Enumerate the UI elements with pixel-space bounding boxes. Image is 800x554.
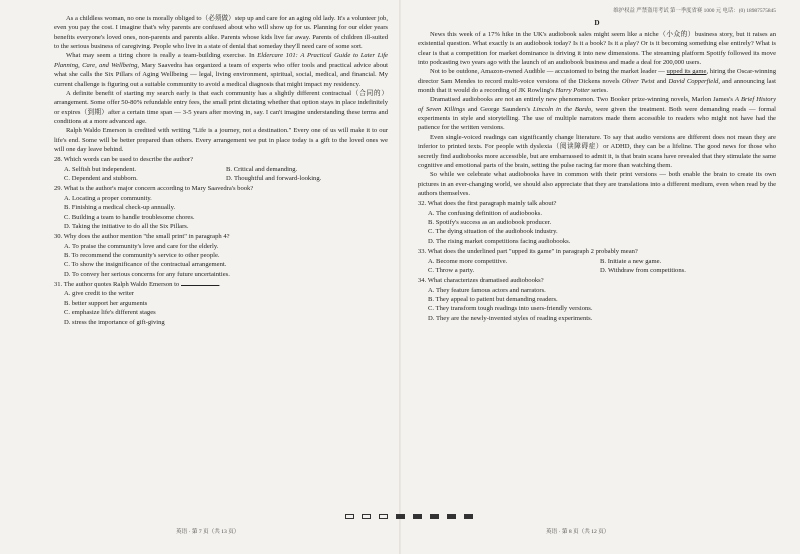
option-30c[interactable]: C. To show the insignificance of the contractual arrangement. [64,261,227,269]
option-31d[interactable]: D. stress the importance of gift-giving [64,318,165,326]
passage-d-paragraph-3: Dramatised audiobooks are not an entirely new phenomenon. Two Booker prize-winning novels, Marlon James's A Brief History of Seven Killings and George Saunders's Lincoln in the Bardo, were given the treatment. Both were demanding reads — formal experiments in style and storytelling. The use of multiple narrators made them accessible to readers who might not have had the patience for the written versions. [418,96,776,132]
right-page-footer: 英语 · 第 8 页（共 12 页） [546,529,610,535]
option-31b[interactable]: B. better support her arguments [64,299,148,307]
underlined-phrase: upped its game [666,68,707,76]
passage-c-paragraph-3: A definite benefit of starting my search early is that each community has a slightly different contractual（合同的）arrangement. Some offer 50-80% refundable entry fees, the small print dictating whether that option stays in place indefinitely or expires（到期）after a certain time span — 3-5 years after moving in, say. I can't imagine understanding these terms and conditions at a more advanced age. [54,89,388,125]
passage-d-paragraph-5: So while we celebrate what audiobooks have in common with their print versions — both enable the brain to create its own pictures in an ever-changing world, we should also appreciate that they are translations into a different medium, even when read by the authors themselves. [418,171,776,197]
option-32d[interactable]: D. The rising market competitions facing audiobooks. [428,237,571,245]
option-34c[interactable]: C. They transform tough readings into users-friendly versions. [428,305,593,313]
marker-box-filled [430,514,439,519]
passage-d-paragraph-2: Not to be outdone, Amazon-owned Audible — accustomed to being the market leader — upped its game, hiring the Oscar-winning director Sam Mendes to record multi-voice versions of the Dickens novels Oliver Twist and David Copperfield, and announcing last month that it would do a recording of JK Rowling's Harry Potter series. [418,68,776,95]
question-30: 30. Why does the author mention "the small print" in paragraph 4? A. To praise the community's love and care for the elderly. B. To recommend the community's service to other people. C. To show the insignificance of the contractual arrangement. D. To convey her serious concerns for any future uncertainties. [54,232,388,279]
section-d-title: D [594,18,600,27]
question-34: 34. What characterizes dramatised audiobooks? A. They feature famous actors and narrators. B. They appeal to patient but demanding readers. C. They transform tough readings into users-friendly versions. D. They are the newly-invented styles of reading experiments. [418,276,776,323]
marker-box [362,514,371,519]
option-34d[interactable]: D. They are the newly-invented styles of reading experiments. [428,314,593,322]
option-32a[interactable]: A. The confusing definition of audiobooks. [428,209,542,217]
option-33d[interactable]: D. Withdraw from competitions. [600,266,686,274]
option-33b[interactable]: B. Initiate a new game. [600,257,662,265]
left-page-footer: 英语 · 第 7 页（共 13 页） [176,529,240,535]
option-29a[interactable]: A. Locating a proper community. [64,194,152,202]
option-28b[interactable]: B. Critical and demanding. [226,165,298,173]
option-31c[interactable]: C. emphasize life's different stages [64,309,156,317]
option-29c[interactable]: C. Building a team to handle troublesome chores. [64,213,195,221]
option-32c[interactable]: C. The dying situation of the audiobook industry. [428,228,558,236]
question-28: 28. Which words can be used to describe the author? A. Selfish but independent. B. Critical and demanding. C. Dependent and stubborn. D. Thoughtful and forward-looking. [54,155,388,183]
option-28d[interactable]: D. Thoughtful and forward-looking. [226,175,322,183]
page-header-notice: 维护权益 严禁盗用考试 第一季度省赛 1000 元 电话：(0) 18987575845 [613,8,776,14]
marker-box-filled [464,514,473,519]
option-30a[interactable]: A. To praise the community's love and care for the elderly. [64,242,219,250]
marker-box-filled [396,514,405,519]
option-32b[interactable]: B. Spotify's success as an audiobook producer. [428,219,552,227]
marker-box-filled [447,514,456,519]
page-marker-boxes [345,514,473,519]
passage-c-paragraph-1: As a childless woman, no one is morally obliged to（必须做）step up and care for an aging old lady. It's a volunteer job, even you pay the cost. I imagine that's why parents are confused about who will show up for us. Planning for our elder years benefits everyone's loved ones, non-parents and parents alike. Parents whose kids live far away. Parents of children ill-suited to the serious business of caregiving. People who live in a state of denial that someday they'll need care of some sort. [54,15,388,51]
question-33: 33. What does the underlined part "upped its game" in paragraph 2 probably mean? A. Become more competitive. B. Initiate a new game. C. Throw a party. D. Withdraw from competitions. [418,247,776,275]
passage-c-paragraph-4: Ralph Waldo Emerson is credited with writing "Life is a journey, not a destination." Every one of us will make it to our life's end. Some will be better prepared than others. Every arrangement we put in place today is a gift to the loved ones we will one day leave behind. [54,127,388,154]
option-29d[interactable]: D. Taking the initiative to do all the Six Pillars. [64,222,189,230]
marker-box [345,514,354,519]
option-33c[interactable]: C. Throw a party. [428,266,475,274]
option-33a[interactable]: A. Become more competitive. [428,257,508,265]
marker-box [379,514,388,519]
option-28c[interactable]: C. Dependent and stubborn. [64,175,138,183]
right-page [400,0,800,554]
option-30d[interactable]: D. To convey her serious concerns for any future uncertainties. [64,270,230,278]
marker-box-filled [413,514,422,519]
passage-d-paragraph-1: News this week of a 17% hike in the UK's audiobook sales might seem like a niche（小众的）business story, but it raises an existential question. What exactly is an audiobook today? Is it a book? Is it a play? Or is it becoming something else entirely? What is clear is that a competition for market dominance is driving it into new dimensions. The streaming platform Spotify followed its move into podcasting two years ago with the launch of an audiobook business and made a deal for 200,000 users. [418,30,776,66]
option-31a[interactable]: A. give credit to the writer [64,290,134,298]
passage-c-paragraph-2: What may seem a tiring chore is really a team-building exercise. In Eldercare 101: A Practical Guide to Later Life Planning, Care, and Wellbeing, Mary Saavedra has organized a team of experts who offer tools and practical advice about what she calls the Six Pillars of Aging Wellbeing — legal, living environment, spiritual, social, medical, and financial. My current challenge is figuring out a suitable community to avoid a medical diagnosis that might impact my residency. [54,52,388,88]
option-29b[interactable]: B. Finishing a medical check-up annually. [64,204,176,212]
option-34a[interactable]: A. They feature famous actors and narrators. [428,286,546,294]
question-32: 32. What does the first paragraph mainly talk about? A. The confusing definition of audiobooks. B. Spotify's success as an audiobook producer. C. The dying situation of the audiobook industry. D. The rising market competitions facing audiobooks. [418,199,776,246]
option-30b[interactable]: B. To recommend the community's service to other people. [64,251,220,259]
book-title: Eldercare 101: A Practical Guide to Later Life Planning, Care, and Wellbeing [54,52,388,69]
question-29: 29. What is the author's major concern according to Mary Saavedra's book? A. Locating a proper community. B. Finishing a medical check-up annually. C. Building a team to handle troublesome chores. D. Taking the initiative to do all the Six Pillars. [54,184,388,231]
option-28a[interactable]: A. Selfish but independent. [64,165,136,173]
answer-blank [181,280,219,286]
passage-d-paragraph-4: Even single-voiced readings can significantly change literature. To say that audio versions are different does not mean they are inferior to printed texts. For people with dyslexia（阅读障碍症）or ADHD, they can be a lifeline. The good news for those who secretly find audiobooks more accessible, but are embarrassed to admit it, is that brain scans have revealed that they stimulate the same cognitive and emotional parts of the brain, setting the pulse racing far more than watching them. [418,133,776,169]
question-31: 31. The author quotes Ralph Waldo Emerson to . A. give credit to the writer B. better support her arguments C. emphasize life's different stages D. stress the importance of gift-giving [54,280,388,327]
option-34b[interactable]: B. They appeal to patient but demanding readers. [428,295,558,303]
